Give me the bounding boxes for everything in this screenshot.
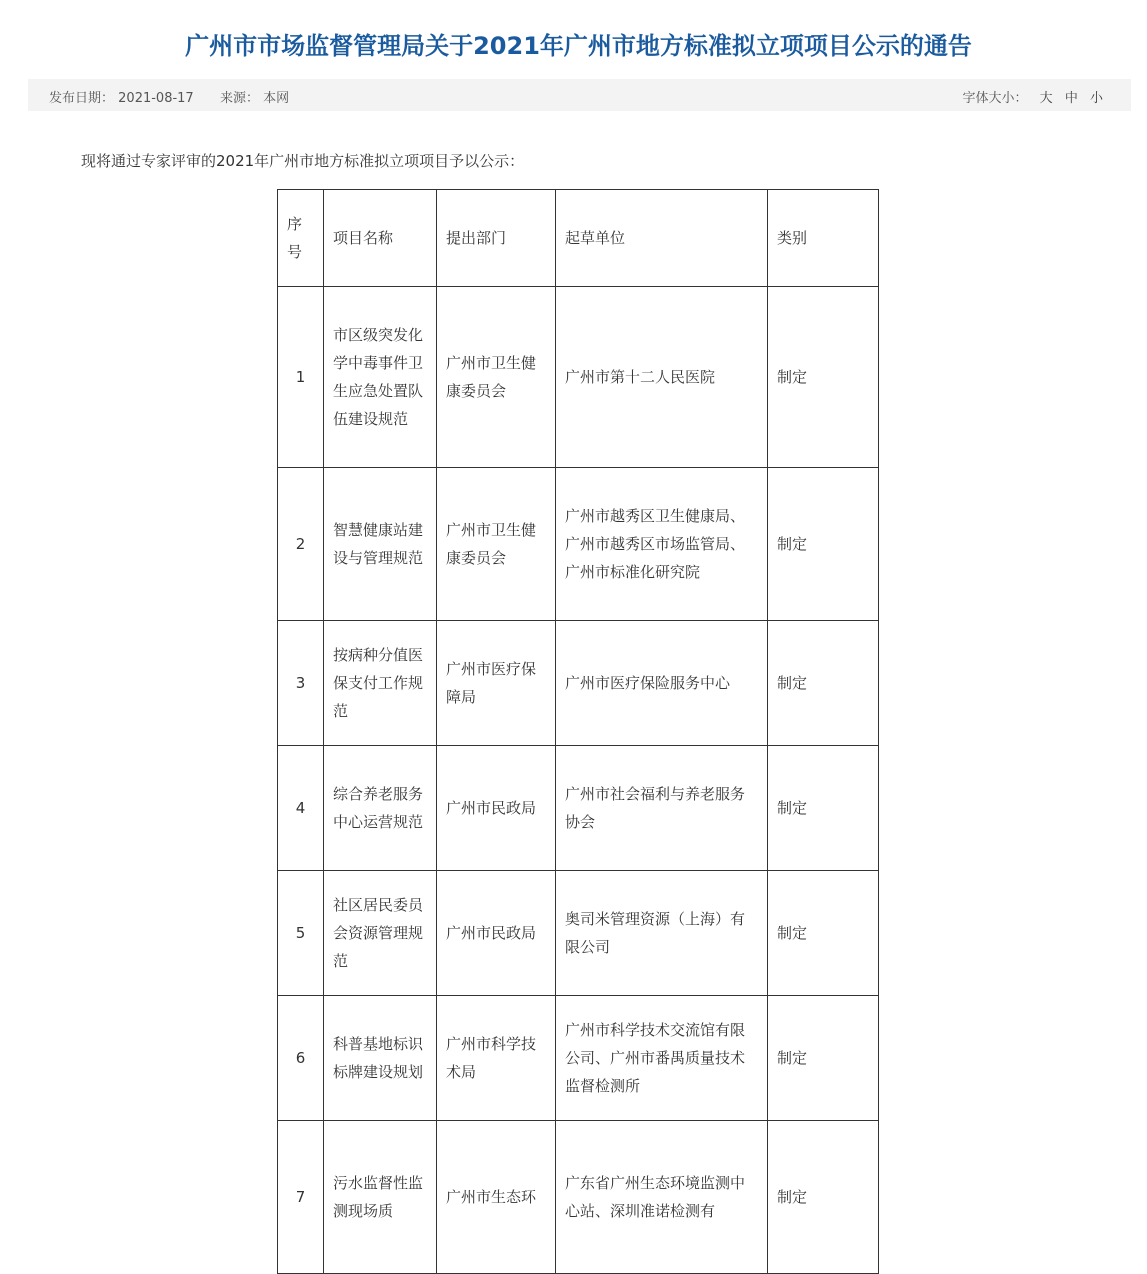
- publish-date-label: 发布日期：: [49, 91, 115, 106]
- table-cell-index: 5: [278, 871, 324, 996]
- table-cell-project: 市区级突发化学中毒事件卫生应急处置队伍建设规范: [324, 287, 437, 468]
- table-cell-drafter: 广州市第十二人民医院: [556, 287, 768, 468]
- table-cell-project: 科普基地标识标牌建设规划: [324, 996, 437, 1121]
- table-cell-department: 广州市卫生健康委员会: [437, 287, 556, 468]
- table-header-cell: 起草单位: [556, 190, 768, 287]
- table-row: [278, 621, 879, 746]
- table-row: [278, 871, 879, 996]
- table-cell-category: 制定: [768, 621, 879, 746]
- article-meta: [49, 87, 289, 106]
- font-size-large-button[interactable]: 大: [1039, 91, 1053, 106]
- intro-paragraph: 现将通过专家评审的2021年广州市地方标准拟立项项目予以公示：: [81, 152, 525, 170]
- page-title: 广州市市场监督管理局关于2021年广州市地方标准拟立项项目公示的通告: [185, 32, 972, 60]
- table-cell-project: 综合养老服务中心运营规范: [324, 746, 437, 871]
- table-row: [278, 746, 879, 871]
- table-cell-department: 广州市卫生健康委员会: [437, 468, 556, 621]
- table-cell-index: 6: [278, 996, 324, 1121]
- table-cell-category: 制定: [768, 871, 879, 996]
- table-cell-index: 1: [278, 287, 324, 468]
- table-cell-department: 广州市民政局: [437, 746, 556, 871]
- table-cell-drafter: 奥司米管理资源（上海）有限公司: [556, 871, 768, 996]
- table-cell-category: 制定: [768, 468, 879, 621]
- table-cell-project: 智慧健康站建设与管理规范: [324, 468, 437, 621]
- table-cell-department: 广州市医疗保障局: [437, 621, 556, 746]
- table-cell-index: 3: [278, 621, 324, 746]
- font-size-small-button[interactable]: 小: [1089, 91, 1103, 106]
- font-size-controls: [963, 87, 1103, 106]
- table-row: [278, 996, 879, 1121]
- table-cell-index: 4: [278, 746, 324, 871]
- table-cell-drafter: 广州市越秀区卫生健康局、广州市越秀区市场监管局、广州市标准化研究院: [556, 468, 768, 621]
- table-cell-category: 制定: [768, 746, 879, 871]
- table-row: [278, 287, 879, 468]
- table-cell-drafter: 广州市科学技术交流馆有限公司、广州市番禺质量技术监督检测所: [556, 996, 768, 1121]
- table-cell-index: 7: [278, 1121, 324, 1274]
- table-cell-category: 制定: [768, 287, 879, 468]
- table-cell-project: 按病种分值医保支付工作规范: [324, 621, 437, 746]
- font-size-label: 字体大小：: [962, 91, 1028, 106]
- table-cell-category: 制定: [768, 1121, 879, 1274]
- publish-date: 2021-08-17: [118, 91, 194, 106]
- table-cell-project: 污水监督性监测现场质: [324, 1121, 437, 1274]
- table-cell-index: 2: [278, 468, 324, 621]
- table-cell-department: 广州市科学技术局: [437, 996, 556, 1121]
- table-cell-drafter: 广州市社会福利与养老服务协会: [556, 746, 768, 871]
- table-cell-project: 社区居民委员会资源管理规范: [324, 871, 437, 996]
- table-header-cell: 序号: [278, 190, 324, 287]
- table-cell-drafter: 广东省广州生态环境监测中心站、深圳准诺检测有: [556, 1121, 768, 1274]
- table-cell-category: 制定: [768, 996, 879, 1121]
- font-size-medium-button[interactable]: 中: [1064, 91, 1078, 106]
- source-label: 来源：: [220, 91, 260, 106]
- table-header-cell: 类别: [768, 190, 879, 287]
- standards-table: [277, 189, 879, 1274]
- source-value: 本网: [263, 91, 290, 106]
- table-row: [278, 468, 879, 621]
- table-cell-drafter: 广州市医疗保险服务中心: [556, 621, 768, 746]
- article-meta-bar: [28, 79, 1131, 111]
- table-header-cell: 项目名称: [324, 190, 437, 287]
- table-header-cell: 提出部门: [437, 190, 556, 287]
- table-row: [278, 1121, 879, 1274]
- table-header-row: [278, 190, 879, 287]
- table-cell-department: 广州市生态环: [437, 1121, 556, 1274]
- table-cell-department: 广州市民政局: [437, 871, 556, 996]
